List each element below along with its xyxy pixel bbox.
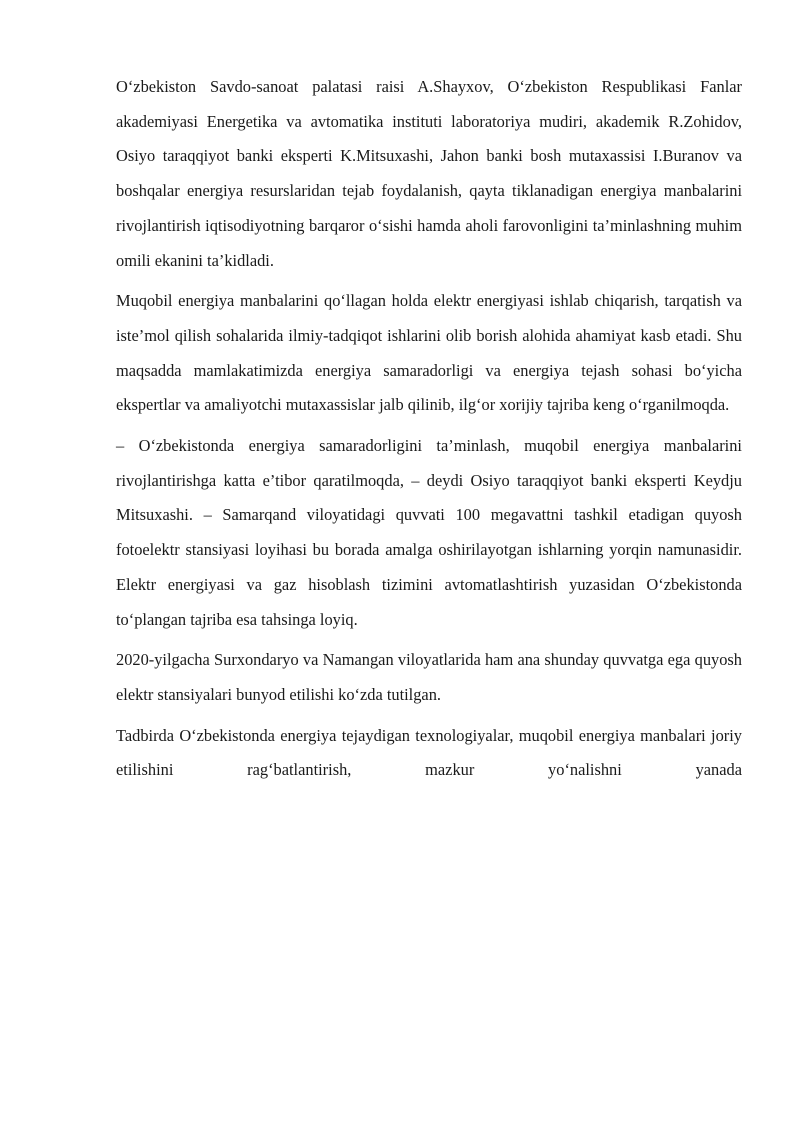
- document-body: [116, 70, 742, 794]
- paragraph-5: Tadbirda O‘zbekistonda energiya tejaydigan texnologiyalar, muqobil energiya manbalari joriy etilishini rag‘batlantirish, mazkur yo‘nalishni yanada: [116, 725, 742, 780]
- paragraph-3: – O‘zbekistonda energiya samaradorligini ta’minlash, muqobil energiya manbalarini rivojlantirishga katta e’tibor qaratilmoqda, – deydi Osiyo taraqqiyot banki eksperti Keydju Mitsuxashi. – Samarqand viloyatidagi quvvati 100 megavattni tashkil etadigan quyosh fotoelektr stansiyasi loyihasi bu borada amalga oshirilayotgan ishlarning yorqin namunasidir. Elektr energiyasi va gaz hisoblash tizimini avtomatlashtirish yuzasidan O‘zbekistonda to‘plangan tajriba esa tahsinga loyiq.: [116, 436, 742, 629]
- paragraph-2: Muqobil energiya manbalarini qo‘llagan holda elektr energiyasi ishlab chiqarish, tarqatish va iste’mol qilish sohalarida ilmiy-tadqiqot ishlarini olib borish alohida ahamiyat kasb etadi. Shu maqsadda mamlakatimizda energiya samaradorligi va energiya tejash sohasi bo‘yicha ekspertlar va amaliyotchi mutaxassislar jalb qilinib, ilg‘or xorijiy tajriba keng o‘rganilmoqda.: [116, 291, 742, 415]
- paragraph-1: O‘zbekiston Savdo-sanoat palatasi raisi A.Shayxov, O‘zbekiston Respublikasi Fanlar akademiyasi Energetika va avtomatika instituti laboratoriya mudiri, akademik R.Zohidov, Osiyo taraqqiyot banki eksperti K.Mitsuxashi, Jahon banki bosh mutaxassisi I.Buranov va boshqalar energiya resurslaridan tejab foydalanish, qayta tiklanadigan energiya manbalarini rivojlantirish iqtisodiyotning barqaror o‘sishi hamda aholi farovonligini ta’minlashning muhim omili ekanini ta’kidladi.: [116, 77, 742, 270]
- paragraph-4: 2020-yilgacha Surxondaryo va Namangan viloyatlarida ham ana shunday quvvatga ega quyosh elektr stansiyalari bunyod etilishi ko‘zda tutilgan.: [116, 650, 742, 704]
